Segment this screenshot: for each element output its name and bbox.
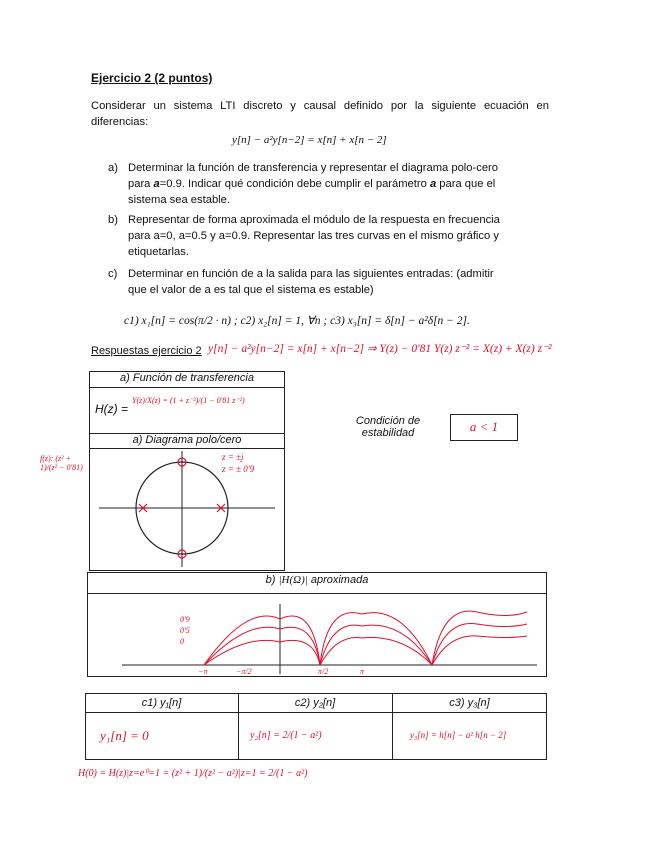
stability-value: a < 1 [469,419,499,434]
item-a-value-text: =0.9. Indicar qué condición debe cumplir el parámetro [159,178,430,190]
item-a-param: a [153,178,160,190]
transfer-title: a) Función de transferencia [120,372,254,384]
tick-label: π/2 [318,667,329,676]
curve-label: 0 [180,637,184,646]
exercise-title: Ejercicio 2 (2 puntos) [91,71,213,85]
item-b-line-2: para a=0, a=0.5 y a=0.9. Representar las tres curvas en el mismo gráfico y [128,230,499,242]
table-header-c1: c1) y₁[n] [141,697,182,709]
item-a-line-2 [128,176,550,192]
handwritten-equation: y[n] − a²y[n−2] = x[n] + x[n−2] ⇒ Y(z) − 0'81 Y(z) z⁻² = X(z) + X(z) z⁻² [208,343,552,355]
freq-title-pre: b) [265,574,279,586]
freq-title-mag: |H(Ω)| [278,574,308,586]
item-c-inputs: c1) x₁[n] = cos(π/2 · n) ; c2) x₂[n] = 1, ∀n ; c3) x₃[n] = δ[n] − a²δ[n − 2]. [124,315,470,327]
item-c-text [128,266,550,298]
difference-equation: y[n] − a²y[n−2] = x[n] + x[n − 2] [232,134,387,146]
transfer-hz-label: H(z) = [95,402,128,416]
item-a-label: a) [108,162,118,174]
item-a-line-1: Determinar la función de transferencia y representar el diagrama polo-cero [128,162,498,174]
item-a-para-que: para que el [436,178,496,190]
table-value-c1: y₁[n] = 0 [100,728,149,743]
freq-title-post: aproximada [307,574,369,586]
curve-a-0 [204,640,320,665]
answers-heading: Respuestas ejercicio 2 [91,345,202,357]
item-b-line-1: Representar de forma aproximada el módulo de la respuesta en frecuencia [128,214,500,226]
pz-note-zeros: z = ±j [222,452,244,462]
curve-a-0.9 [320,613,432,665]
item-a-para: para [128,178,154,190]
item-b-text [128,212,550,260]
item-b-label: b) [108,214,118,226]
curve-label: 0'9 [180,615,190,624]
stability-label: Condición de estabilidad [355,415,421,439]
item-b-line-3: etiquetarlas. [128,246,189,258]
exercise-intro: Considerar un sistema LTI discreto y causal definido por la siguiente ecuación en diferencias: [91,100,549,128]
item-a-param-2: a [429,178,437,190]
item-c-label: c) [108,268,118,280]
divider [85,712,547,713]
curve-label: 0'5 [180,626,190,635]
item-a-line-3: sistema sea estable. [128,194,230,206]
table-value-c2: y₂[n] = 2/(1 − a²) [250,730,322,741]
tick-label: −π [198,667,208,676]
freq-title [87,574,547,586]
freq-curve-labels [180,614,190,647]
divider [89,387,285,388]
curve-a-0.5 [204,627,320,665]
freq-response-plot [87,594,547,676]
table-header-c2: c2) y₂[n] [294,697,336,709]
bottom-note: H(0) = H(z)|z=e⁰=1 = (z² + 1)/(z² − a²)|z=1 = 2/(1 − a²) [78,768,308,779]
curve-a-0.5 [320,625,432,665]
transfer-handwritten: Y(z)/X(z) = (1 + z⁻²)/(1 − 0'81 z⁻²) [132,396,245,405]
pz-note-poles: z = ± 0'9 [222,464,255,474]
curve-a-0.9 [432,611,527,665]
table-header-c3: c3) y₃[n] [449,697,490,709]
curve-a-0 [432,636,527,665]
pole-zero-diagram [89,449,285,570]
item-c-line-1: Determinar en función de a la salida para las siguientes entradas: (admitir [128,268,494,280]
pz-title: a) Diagrama polo/cero [132,434,242,446]
item-c-line-2: que el valor de a es tal que el sistema es estable) [128,284,374,296]
table-value-c3: y₃[n] = h[n] − a² h[n − 2] [410,730,507,740]
tick-label: π [360,667,365,676]
tick-label: −π/2 [236,667,252,676]
curve-a-0 [320,638,432,665]
item-a-text [128,160,550,208]
pz-left-note: f(z): (z² + 1)/(z² − 0'81) [40,454,83,472]
curve-a-0.5 [432,624,527,665]
